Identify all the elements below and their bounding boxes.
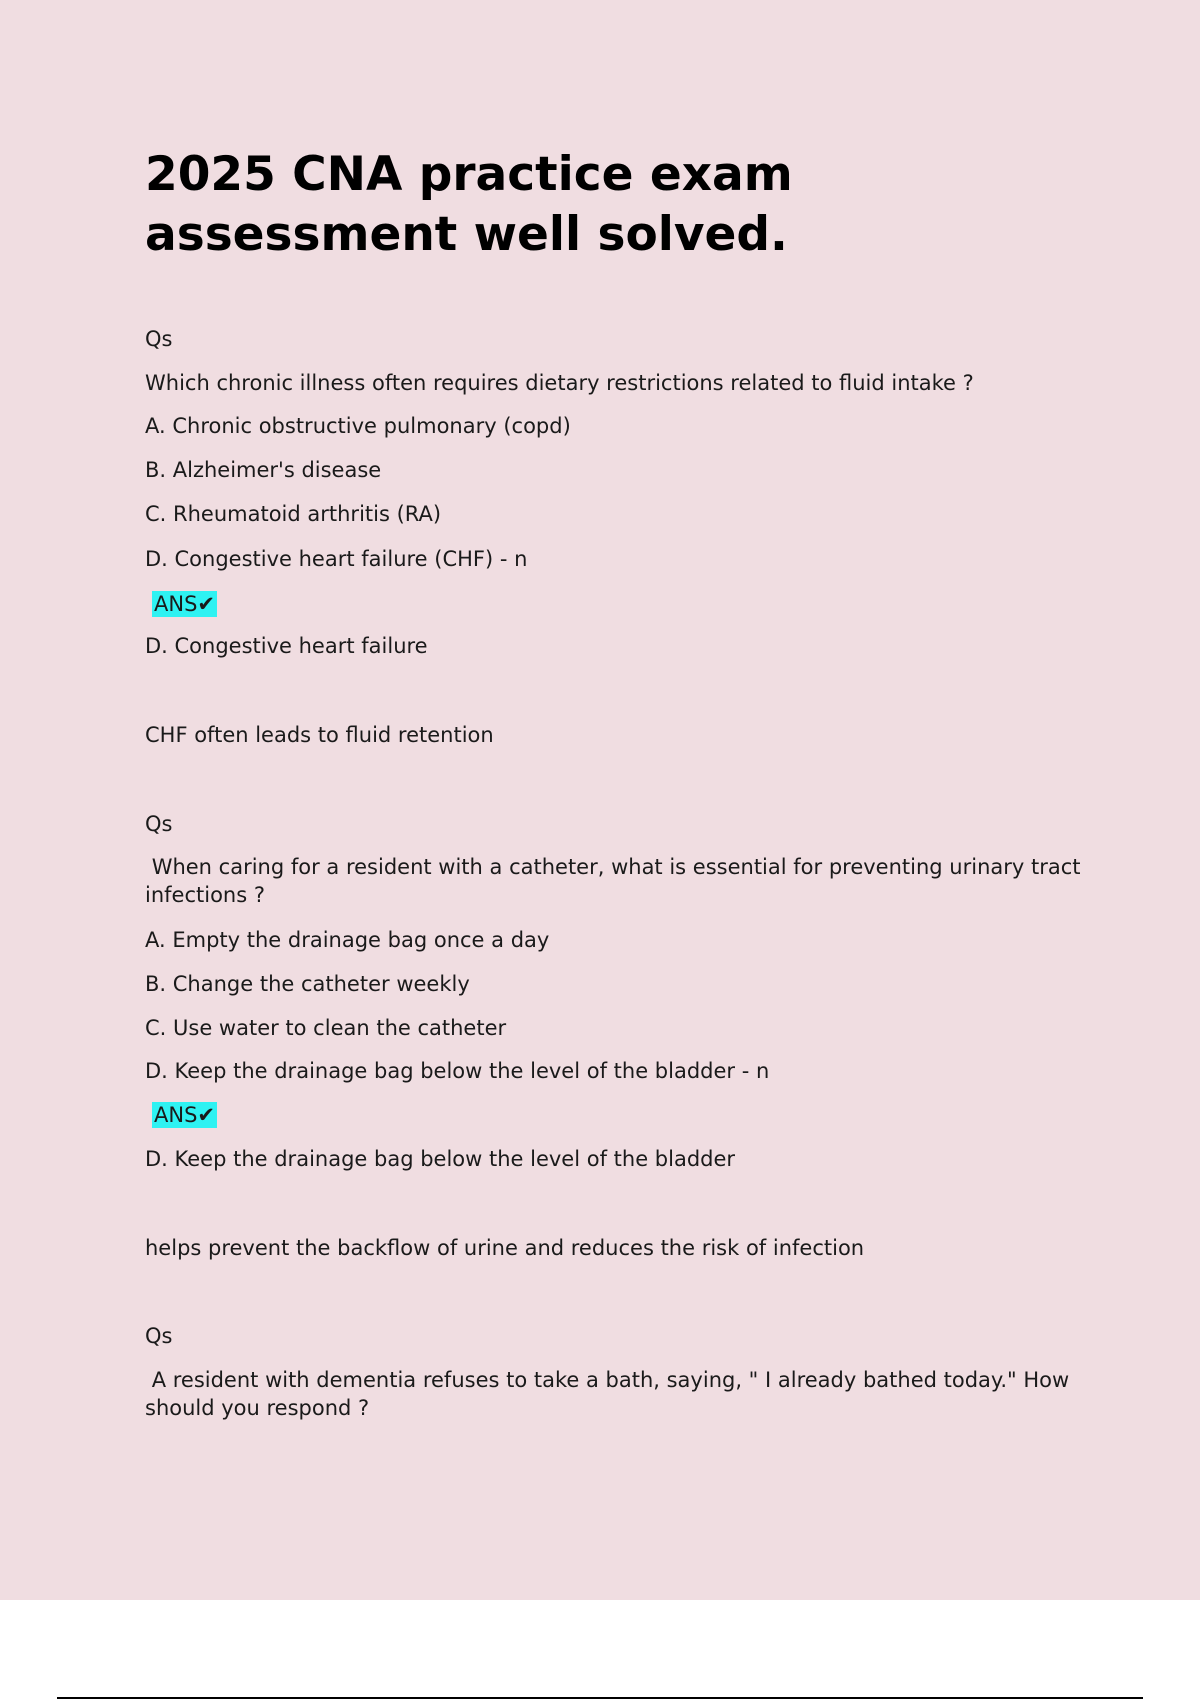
question-2-label: Qs <box>145 812 173 836</box>
question-2-option-a: A. Empty the drainage bag once a day <box>145 928 550 952</box>
question-1-text: Which chronic illness often requires dietary restrictions related to fluid intake ? <box>145 371 974 395</box>
question-1-explanation: CHF often leads to fluid retention <box>145 723 494 747</box>
question-2-explanation: helps prevent the backflow of urine and reduces the risk of infection <box>145 1236 865 1260</box>
question-2-option-b: B. Change the catheter weekly <box>145 972 470 996</box>
question-3-text: A resident with dementia refuses to take a bath, saying, " I already bathed today." How should you respond ? <box>145 1368 1076 1420</box>
question-1-ans-badge: ANS✔ <box>154 592 216 616</box>
footer-rule <box>57 1697 1143 1699</box>
question-1-label: Qs <box>145 327 173 351</box>
question-1-option-d: D. Congestive heart failure (CHF) - n <box>145 547 528 571</box>
question-2-ans-badge: ANS✔ <box>154 1103 216 1127</box>
question-2-text: When caring for a resident with a catheter, what is essential for preventing urinary tract infections ? <box>145 855 1088 907</box>
question-2-option-d: D. Keep the drainage bag below the level of the bladder - n <box>145 1059 770 1083</box>
document-title: 2025 CNA practice exam assessment well solved. <box>145 147 793 262</box>
question-1-option-c: C. Rheumatoid arthritis (RA) <box>145 502 442 526</box>
question-1-option-a: A. Chronic obstructive pulmonary (copd) <box>145 414 571 438</box>
question-3-label: Qs <box>145 1324 173 1348</box>
question-2-option-c: C. Use water to clean the catheter <box>145 1016 507 1040</box>
question-2-answer: D. Keep the drainage bag below the level of the bladder <box>145 1147 736 1171</box>
question-1-option-b: B. Alzheimer's disease <box>145 458 382 482</box>
question-1-answer: D. Congestive heart failure <box>145 634 428 658</box>
